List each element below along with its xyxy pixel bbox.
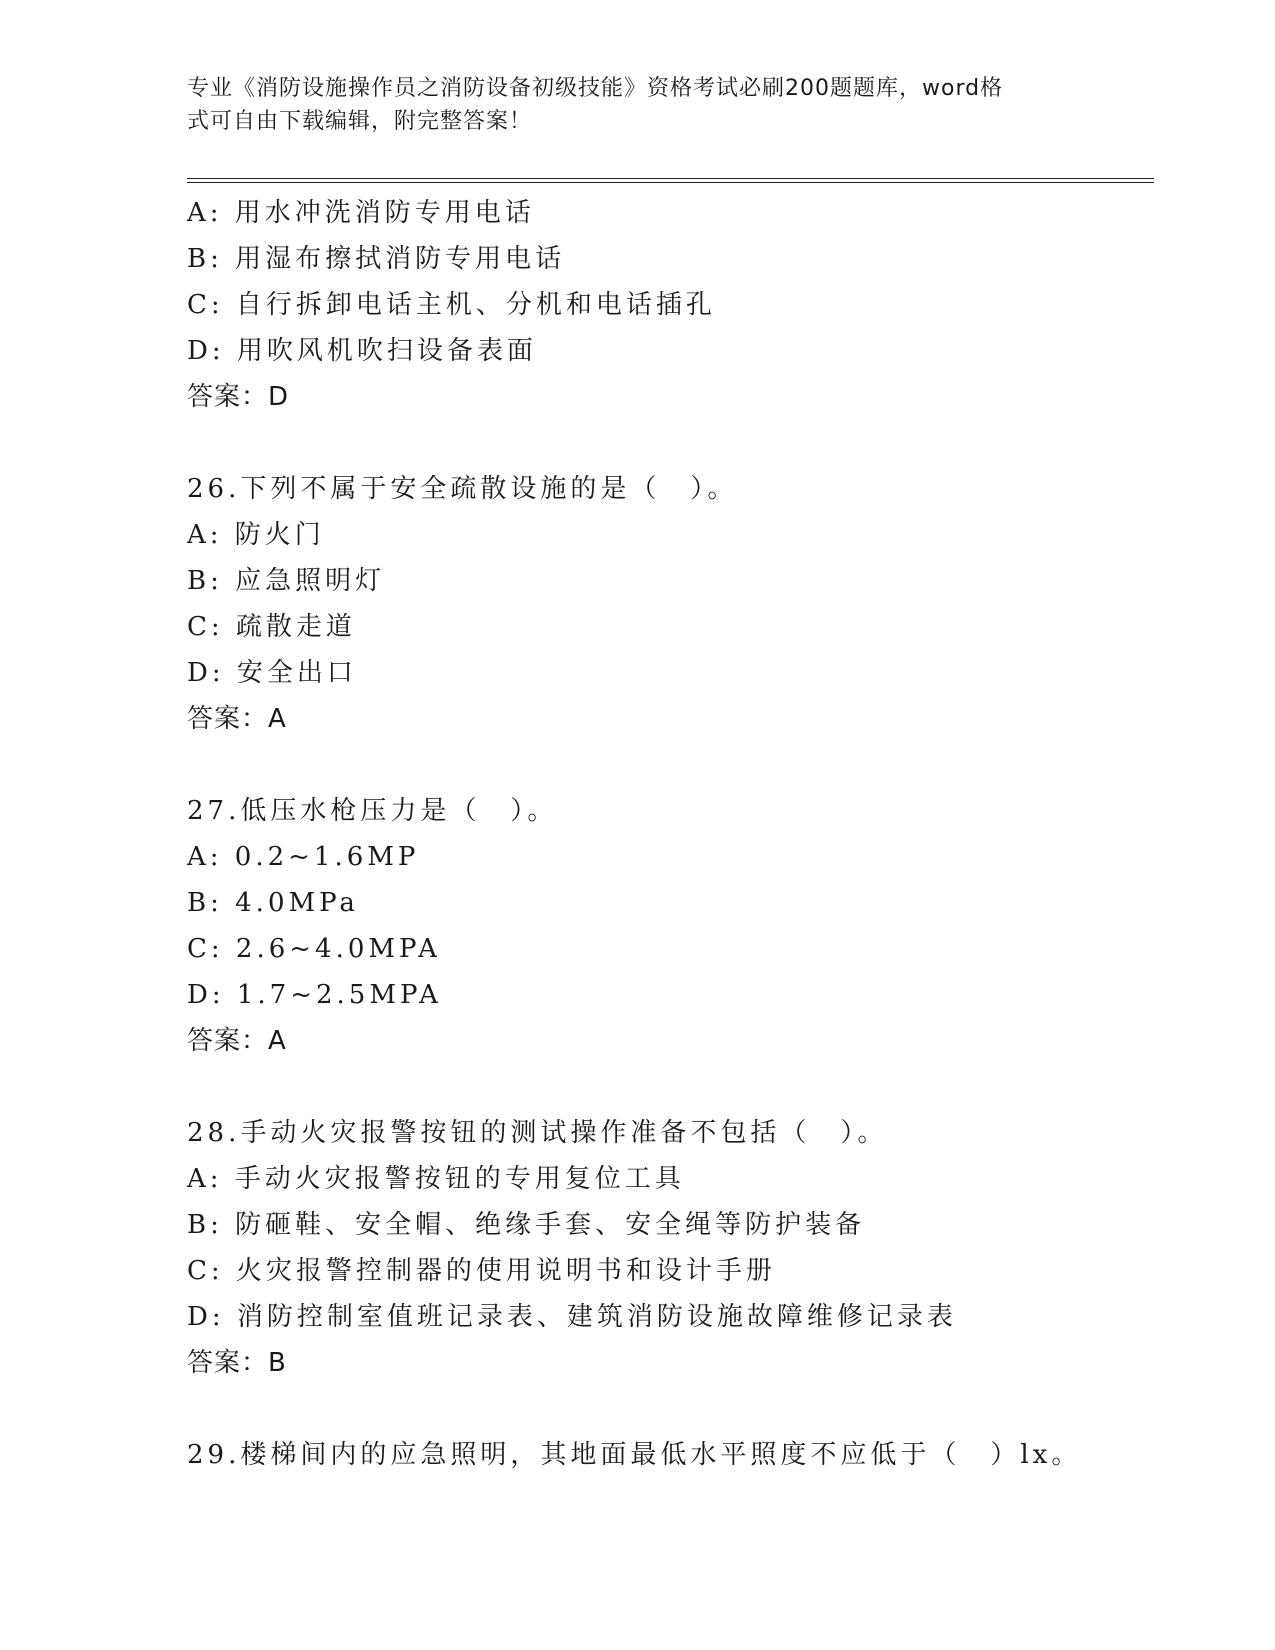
- question-27: [187, 788, 1154, 1064]
- spacer: [187, 1064, 1154, 1110]
- option-a: A: 手动火灾报警按钮的专用复位工具: [187, 1164, 685, 1194]
- answer-line: 答案：A: [187, 1026, 287, 1056]
- spacer: [187, 1386, 1154, 1432]
- header-line-1: 专业《消防设施操作员之消防设备初级技能》资格考试必刷200题题库，word格: [187, 76, 1004, 101]
- option-b: B: 应急照明灯: [187, 566, 386, 596]
- option-d: D: 1.7~2.5MPA: [187, 980, 442, 1010]
- option-b: B: 防砸鞋、安全帽、绝缘手套、安全绳等防护装备: [187, 1210, 866, 1240]
- option-a: A: 0.2~1.6MP: [187, 842, 420, 872]
- option-c: C: 自行拆卸电话主机、分机和电话插孔: [187, 290, 716, 320]
- option-c: C: 疏散走道: [187, 612, 356, 642]
- option-d: D: 用吹风机吹扫设备表面: [187, 336, 537, 366]
- question-content: [187, 190, 1154, 1478]
- page-header: [187, 72, 1067, 138]
- option-d: D: 消防控制室值班记录表、建筑消防设施故障维修记录表: [187, 1302, 957, 1332]
- spacer: [187, 742, 1154, 788]
- spacer: [187, 420, 1154, 466]
- question-stem: 26.下列不属于安全疏散设施的是（ ）。: [187, 474, 738, 504]
- question-25-tail: [187, 190, 1154, 420]
- option-c: C: 2.6~4.0MPA: [187, 934, 441, 964]
- question-stem: 29.楼梯间内的应急照明，其地面最低水平照度不应低于（ ）lx。: [187, 1440, 1082, 1470]
- option-c: C: 火灾报警控制器的使用说明书和设计手册: [187, 1256, 776, 1286]
- option-b: B: 4.0MPa: [187, 888, 359, 918]
- option-d: D: 安全出口: [187, 658, 357, 688]
- header-divider: [187, 178, 1154, 183]
- question-26: [187, 466, 1154, 742]
- option-a: A: 防火门: [187, 520, 325, 550]
- option-b: B: 用湿布擦拭消防专用电话: [187, 244, 566, 274]
- answer-line: 答案：D: [187, 382, 290, 412]
- answer-line: 答案：A: [187, 704, 287, 734]
- option-a: A: 用水冲洗消防专用电话: [187, 198, 535, 228]
- question-29: [187, 1432, 1154, 1478]
- question-28: [187, 1110, 1154, 1386]
- question-stem: 28.手动火灾报警按钮的测试操作准备不包括（ ）。: [187, 1118, 888, 1148]
- header-line-2: 式可自由下载编辑，附完整答案！: [187, 109, 533, 134]
- question-stem: 27.低压水枪压力是（ ）。: [187, 796, 558, 826]
- answer-line: 答案：B: [187, 1348, 287, 1378]
